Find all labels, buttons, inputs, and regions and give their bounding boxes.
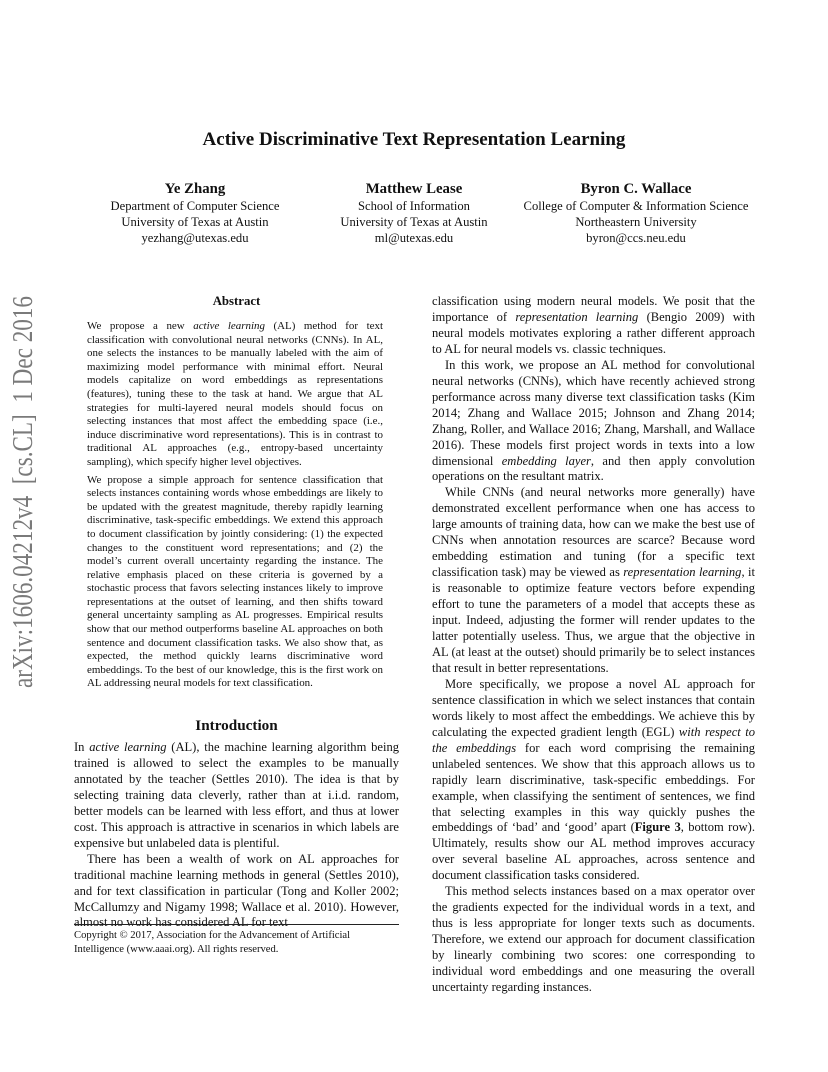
body-paragraph: While CNNs (and neural networks more generally) have demonstrated excellent performance when one has access to large amounts of training data, how can we make the best use of CNNs when annotation resources are scarce? Because word embedding estimation and tuning (for a specific text classification task) may be viewed as representation learning, it is reasonable to optimize feature vectors before expending effort to tune the parameters of a model that accepts these as input. Indeed, adjusting the former will render updates to the latter potentially useless. Thus, we argue that the objective in AL (at least at the outset) should primarily be to select instances that result in better representations. [432,485,756,675]
author-name: Byron C. Wallace [580,181,692,197]
author-affiliation: School of Information [358,199,470,213]
abstract-paragraph: We propose a simple approach for sentence classification that selects instances containing words whose embeddings are likely to be updated with the greatest magnitude, thereby rapidly learning discriminative, task-specific embeddings. We extend this approach to document classification by jointly considering: (1) the expected changes to the constituent word representations; and (2) the model’s current overall uncertainty regarding the instance. The relative emphasis placed on these criteria is governed by a stochastic process that favors selecting instances likely to improve representations at the outset of learning, and then shifts toward general uncertainty sampling as AL progresses. Empirical results show that our method outperforms baseline AL approaches on both sentence and document classification tasks. We also show that, as expected, the method quickly learns discriminative word embeddings. To the best of our knowledge, this is the first work on AL addressing neural models for text classification. [87,473,383,690]
author-name: Matthew Lease [365,181,463,197]
emphasis: active learning [193,320,265,332]
introduction-body [74,740,399,931]
emphasis: representation learning [623,565,742,580]
author-affiliation: University of Texas at Austin [340,215,488,229]
emphasis: representation learning [515,309,639,324]
abstract-paragraph: We propose a new active learning (AL) method for text classification with convolutional neural networks (CNNs). In AL, one selects the instances to be manually labeled with the aim of maximizing model performance with minimal effort. Neural models capitalize on word embeddings as representations (features), tuning these to the task at hand. We argue that AL strategies for multi-layered neural models should focus on selecting instances that most affect the embedding space (i.e., induce discriminative word representations). This is in contrast to traditional AL approaches (e.g., entropy-based uncertainty sampling), which specify higher level objectives. [87,320,383,468]
body-paragraph: In active learning (AL), the machine learning algorithm being trained is allowed to select the examples to be manually annotated by the teacher (Settles 2010). The idea is that by selecting training data cleverly, rather than at i.i.d. random, better models can be learned with less effort, and thus at lower cost. This approach is attractive in scenarios in which labels are expensive but unlabeled data is plentiful. [74,740,400,850]
author-affiliation: College of Computer & Information Science [523,199,749,213]
author-email: yezhang@utexas.edu [141,231,249,245]
author-block-3 [506,180,766,246]
abstract-heading: Abstract [212,294,261,308]
author-affiliation: Department of Computer Science [110,199,280,213]
copyright-footnote [74,924,399,957]
figure-reference: Figure 3 [634,820,681,835]
arxiv-identifier-text: arXiv:1606.04212v4 [cs.CL] 1 Dec 2016 [7,292,39,688]
copyright-text: Copyright © 2017, Association for the Advancement of Artificial Intelligence (www.aaai.org). All rights reserved. [74,930,351,955]
introduction-heading: Introduction [195,717,278,734]
author-name: Ye Zhang [164,181,226,197]
author-block-1 [60,180,330,246]
body-paragraph: In this work, we propose an AL method for convolutional neural networks (CNNs), which have recently achieved strong performance across many diverse text classification tasks (Kim 2014; Zhang and Wallace 2015; Johnson and Zhang 2014; Zhang, Roller, and Wallace 2016; Zhang, Marshall, and Wallace 2016). These models first project words in texts into a low dimensional embedding layer, and then apply convolution operations on the resultant matrix. [432,357,756,484]
body-paragraph: classification using modern neural models. We posit that the importance of representation learning (Bengio 2009) with neural models motivates exploring a rather different approach to AL for neural models vs. classic techniques. [432,294,756,356]
body-paragraph: More specifically, we propose a novel AL approach for sentence classification in which we select instances that contain words likely to most affect the embeddings. We achieve this by calculating the expected gradient length (EGL) with respect to the embeddings for each word comprising the remaining unlabeled sentences. We show that this approach allows us to rapidly learn discriminative, task-specific embeddings. For example, when classifying the sentiment of sentences, we find that selecting examples in this way quickly pushes the embeddings of ‘bad’ and ‘good’ apart (Figure 3, bottom row). Ultimately, results show our AL method improves accuracy over several baseline AL approaches, across sentence and document classification tasks considered. [432,676,755,883]
abstract-body [87,320,383,695]
author-affiliation: University of Texas at Austin [121,215,269,229]
author-email: byron@ccs.neu.edu [586,231,686,245]
body-paragraph: This method selects instances based on a max operator over the gradients expected for the individual words in a text, and thus is less appropriate for longer texts such as documents. Therefore, we extend our approach for document classification by linearly combining two scores: one corresponding to individual word embeddings and one measuring the overall uncertainty regarding instances. [432,884,755,994]
emphasis: embedding layer [501,453,591,468]
author-affiliation: Northeastern University [575,215,697,229]
author-email: ml@utexas.edu [374,231,454,245]
emphasis: with respect to the embeddings [432,724,755,755]
body-paragraph: There has been a wealth of work on AL approaches for traditional machine learning methods in general (Settles 2010), and for text classification in particular (Tong and Koller 2002; McCallumzy and Nigamy 1998; Wallace et al. 2010). However, almost no work has considered AL for text [74,851,399,930]
author-block-2 [318,180,510,246]
paper-title: Active Discriminative Text Representation Learning [202,129,626,150]
arxiv-identifier-stamp [2,292,42,692]
right-column [432,294,755,996]
footnote-rule [74,924,399,925]
emphasis: active learning [89,740,167,754]
